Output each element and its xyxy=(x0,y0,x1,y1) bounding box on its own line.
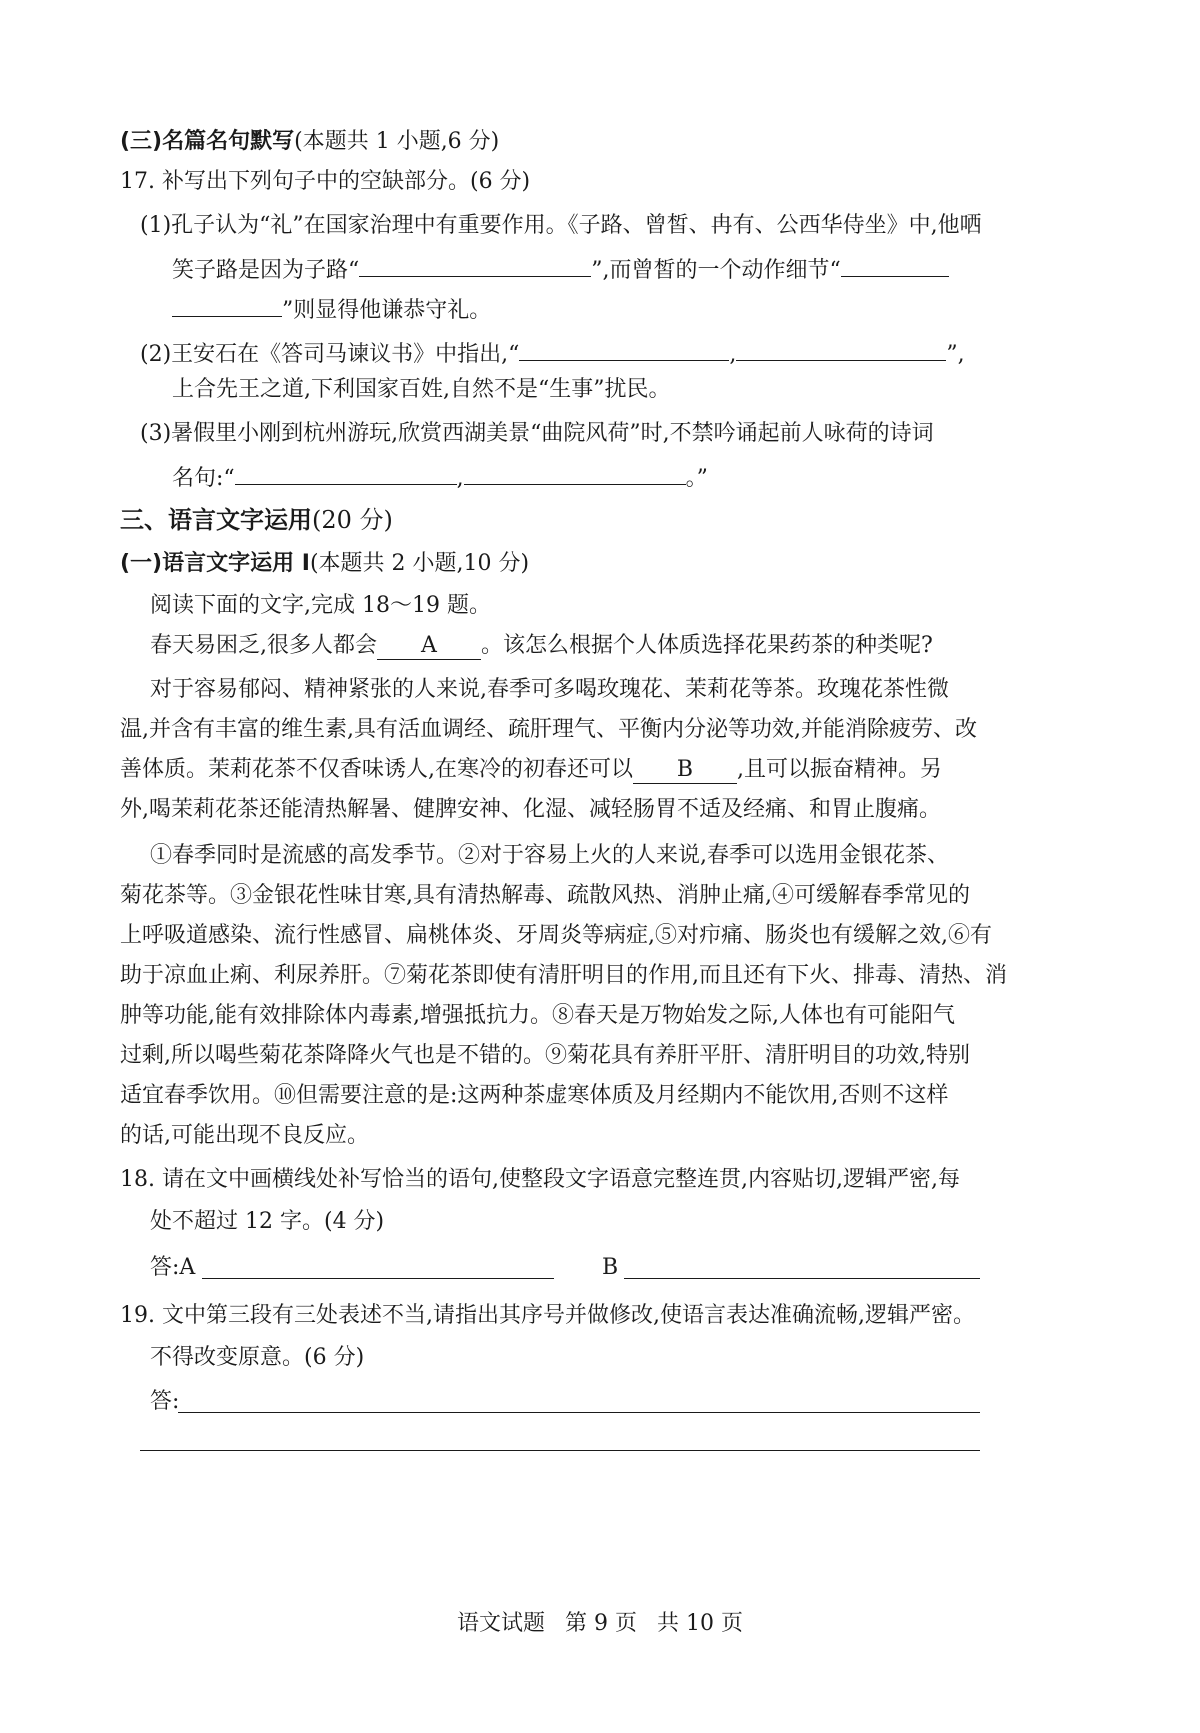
part-title: 三、语言文字运用 xyxy=(120,506,312,534)
passage-line: 适宜春季饮用。⑩但需要注意的是:这两种茶虚寒体质及月经期内不能饮用,否则不这样 xyxy=(120,1083,949,1108)
footer-subject: 语文试题 xyxy=(457,1611,546,1636)
q17-part1-line2 xyxy=(172,250,949,282)
passage-line: ①春季同时是流感的高发季节。②对于容易上火的人来说,春季可以选用金银花茶、 xyxy=(150,843,949,868)
q17-part1-line1: (1)孔子认为“礼”在国家治理中有重要作用。《子路、曾皙、冉有、公西华侍坐》中,他哂 xyxy=(140,213,982,238)
question-18-line1: 18. 请在文中画横线处补写恰当的语句,使整段文字语意完整连贯,内容贴切,逻辑严密,每 xyxy=(120,1167,960,1192)
passage-line: 外,喝茉莉花茶还能清热解暑、健脾安神、化湿、减轻肠胃不适及经痛、和胃止腹痛。 xyxy=(120,797,941,822)
passage-line: 肿等功能,能有效排除体内毒素,增强抵抗力。⑧春天是万物始发之际,人体也有可能阳气 xyxy=(120,1003,955,1028)
text: 春天易困乏,很多人都会 xyxy=(150,633,377,658)
passage-line: 菊花茶等。③金银花性味甘寒,具有清热解毒、疏散风热、消肿止痛,④可缓解春季常见的 xyxy=(120,883,970,908)
subsection-note: (本题共 2 小题,10 分) xyxy=(309,551,530,576)
passage-line xyxy=(150,630,933,662)
text: ”则显得他谦恭守礼。 xyxy=(282,298,492,323)
passage-line: 上呼吸道感染、流行性感冒、扁桃体炎、牙周炎等病症,⑤对疖痛、肠炎也有缓解之效,⑥有 xyxy=(120,923,992,948)
answer-line[interactable] xyxy=(140,1450,980,1451)
q17-part2-line1 xyxy=(140,334,965,366)
passage-line: 对于容易郁闷、精神紧张的人来说,春季可多喝玫瑰花、茉莉花等茶。玫瑰花茶性微 xyxy=(150,677,949,702)
answer-blank[interactable] xyxy=(359,250,591,277)
question-18-answer-a-label: 答:A xyxy=(150,1255,196,1280)
page-footer xyxy=(0,1608,1200,1640)
passage-line: 的话,可能出现不良反应。 xyxy=(120,1123,369,1148)
passage-intro: 阅读下面的文字,完成 18～19 题。 xyxy=(150,593,491,618)
question-18-line2: 处不超过 12 字。(4 分) xyxy=(150,1209,385,1234)
question-19-line1: 19. 文中第三段有三处表述不当,请指出其序号并做修改,使语言表达准确流畅,逻辑严密。 xyxy=(120,1303,975,1328)
answer-blank[interactable] xyxy=(235,458,457,485)
question-17-stem: 17. 补写出下列句子中的空缺部分。(6 分) xyxy=(120,169,531,194)
text: , xyxy=(456,466,464,491)
part-heading xyxy=(120,504,393,536)
text: 善体质。茉莉花茶不仅香味诱人,在寒冷的初春还可以 xyxy=(120,757,633,782)
text: 。” xyxy=(685,466,708,491)
question-18-answer-b-label: B xyxy=(602,1255,619,1280)
passage-line: 过剩,所以喝些菊花茶降降火气也是不错的。⑨菊花具有养肝平肝、清肝明目的功效,特别 xyxy=(120,1043,970,1068)
text: (2)王安石在《答司马谏议书》中指出,“ xyxy=(140,342,520,367)
text: , xyxy=(729,342,737,367)
section-title: (三)名篇名句默写 xyxy=(120,129,295,154)
subsection-title: (一)语言文字运用 Ⅰ xyxy=(120,551,310,576)
answer-blank[interactable] xyxy=(464,458,686,485)
text: 名句:“ xyxy=(172,466,235,491)
answer-line-a[interactable] xyxy=(202,1278,554,1279)
text: ”,而曾皙的一个动作细节“ xyxy=(591,258,841,283)
question-19-answer-label: 答: xyxy=(150,1389,180,1414)
section-heading xyxy=(120,126,499,158)
subsection-heading xyxy=(120,548,529,580)
answer-blank[interactable] xyxy=(736,334,946,361)
section-note: (本题共 1 小题,6 分) xyxy=(294,129,500,154)
footer-total: 共 10 页 xyxy=(657,1611,743,1636)
text: ”, xyxy=(946,342,965,367)
q17-part2-line2: 上合先王之道,下利国家百姓,自然不是“生事”扰民。 xyxy=(172,377,671,402)
blank-a[interactable]: A xyxy=(377,633,481,660)
answer-line[interactable] xyxy=(178,1412,980,1413)
answer-blank[interactable] xyxy=(841,250,949,277)
footer-page: 第 9 页 xyxy=(565,1611,637,1636)
passage-line: 温,并含有丰富的维生素,具有活血调经、疏肝理气、平衡内分泌等功效,并能消除疲劳、改 xyxy=(120,717,977,742)
passage-line: 助于凉血止痢、利尿养肝。⑦菊花茶即使有清肝明目的作用,而且还有下火、排毒、清热、消 xyxy=(120,963,1007,988)
text: 。该怎么根据个人体质选择花果药茶的种类呢? xyxy=(481,633,933,658)
answer-blank[interactable] xyxy=(172,290,282,317)
q17-part3-line1: (3)暑假里小刚到杭州游玩,欣赏西湖美景“曲院风荷”时,不禁吟诵起前人咏荷的诗词 xyxy=(140,421,934,446)
q17-part3-line2 xyxy=(172,458,708,490)
passage-line xyxy=(120,754,942,786)
part-points: (20 分) xyxy=(312,506,393,534)
answer-line-b[interactable] xyxy=(624,1278,980,1279)
blank-b[interactable]: B xyxy=(633,757,737,784)
answer-blank[interactable] xyxy=(519,334,729,361)
text: 笑子路是因为子路“ xyxy=(172,258,360,283)
q17-part1-line3 xyxy=(172,290,491,322)
question-19-line2: 不得改变原意。(6 分) xyxy=(150,1345,365,1370)
text: ,且可以振奋精神。另 xyxy=(737,757,942,782)
